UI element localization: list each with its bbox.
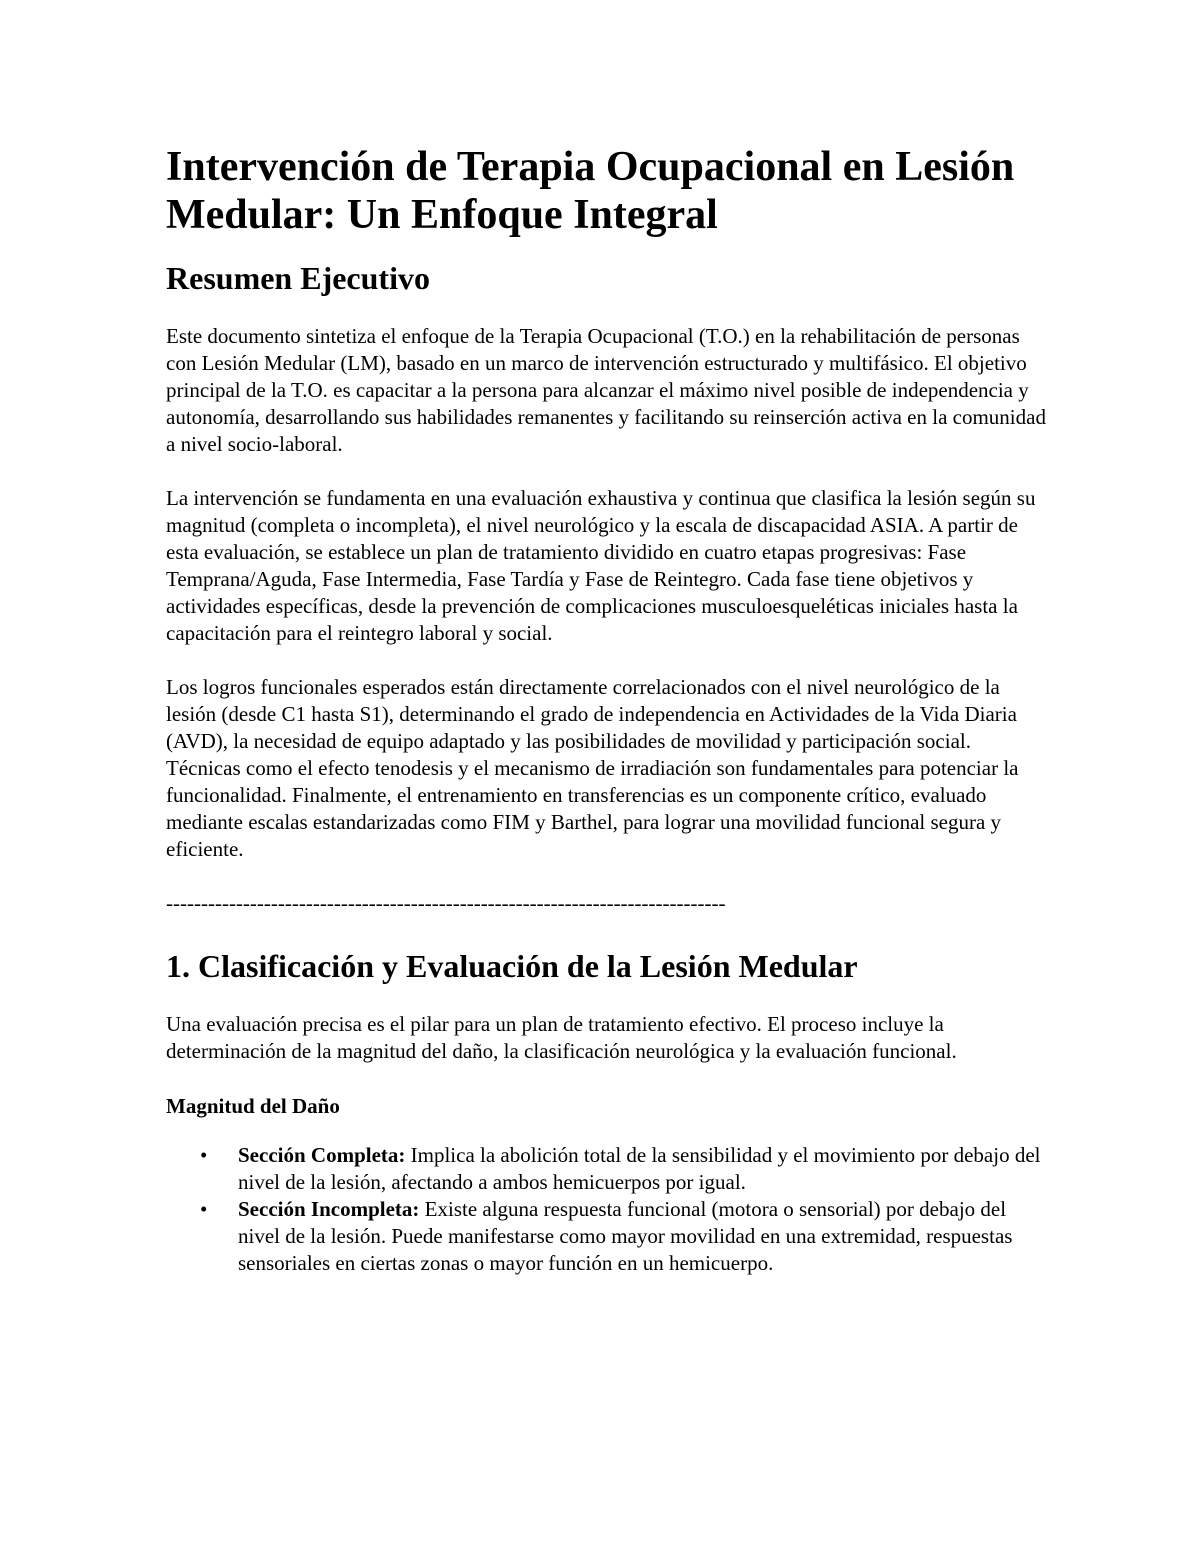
magnitude-list [166, 1142, 1046, 1277]
summary-paragraph: La intervención se fundamenta en una evaluación exhaustiva y continua que clasifica la lesión según su magnitud (completa o incompleta), el nivel neurológico y la escala de discapacidad ASIA. A partir de esta evaluación, se establece un plan de tratamiento dividido en cuatro etapas progresivas: Fase Temprana/Aguda, Fase Intermedia, Fase Tardía y Fase de Reintegro. Cada fase tiene objetivos y actividades específicas, desde la prevención de complicaciones musculoesqueléticas iniciales hasta la capacitación para el reintegro laboral y social. [166, 486, 1036, 645]
document-page [166, 143, 1046, 1277]
list-item-term: Sección Incompleta: [238, 1197, 420, 1221]
section-1-heading: 1. Clasificación y Evaluación de la Lesión Medular [166, 948, 858, 984]
magnitude-subheading: Magnitud del Daño [166, 1094, 340, 1118]
list-item-text: Implica la abolición total de la sensibilidad y el movimiento por debajo del nivel de la lesión, afectando a ambos hemicuerpos por igual. [238, 1143, 1041, 1194]
list-item [200, 1142, 1046, 1196]
list-item-text: Existe alguna respuesta funcional (motora o sensorial) por debajo del nivel de la lesión. Puede manifestarse como mayor movilidad en una extremidad, respuestas sensoriales en ciertas zonas o mayor función en un hemicuerpo. [238, 1197, 1013, 1275]
separator-line: -------------------------------------------------------------------------------- [166, 891, 726, 915]
section-1-intro: Una evaluación precisa es el pilar para un plan de tratamiento efectivo. El proceso incluye la determinación de la magnitud del daño, la clasificación neurológica y la evaluación funcional. [166, 1012, 957, 1063]
list-item [200, 1196, 1046, 1277]
list-item-term: Sección Completa: [238, 1143, 406, 1167]
executive-summary-heading: Resumen Ejecutivo [166, 260, 430, 296]
summary-paragraph: Los logros funcionales esperados están directamente correlacionados con el nivel neurológico de la lesión (desde C1 hasta S1), determinando el grado de independencia en Actividades de la Vida Diaria (AVD), la necesidad de equipo adaptado y las posibilidades de movilidad y participación social. Técnicas como el efecto tenodesis y el mecanismo de irradiación son fundamentales para potenciar la funcionalidad. Finalmente, el entrenamiento en transferencias es un componente crítico, evaluado mediante escalas estandarizadas como FIM y Barthel, para lograr una movilidad funcional segura y eficiente. [166, 675, 1019, 861]
summary-paragraph: Este documento sintetiza el enfoque de la Terapia Ocupacional (T.O.) en la rehabilitación de personas con Lesión Medular (LM), basado en un marco de intervención estructurado y multifásico. El objetivo principal de la T.O. es capacitar a la persona para alcanzar el máximo nivel posible de independencia y autonomía, desarrollando sus habilidades remanentes y facilitando su reinserción activa en la comunidad a nivel socio-laboral. [166, 324, 1046, 456]
bullet-icon: • [200, 1197, 208, 1221]
document-title: Intervención de Terapia Ocupacional en Lesión Medular: Un Enfoque Integral [166, 144, 1015, 238]
bullet-icon: • [200, 1143, 208, 1167]
